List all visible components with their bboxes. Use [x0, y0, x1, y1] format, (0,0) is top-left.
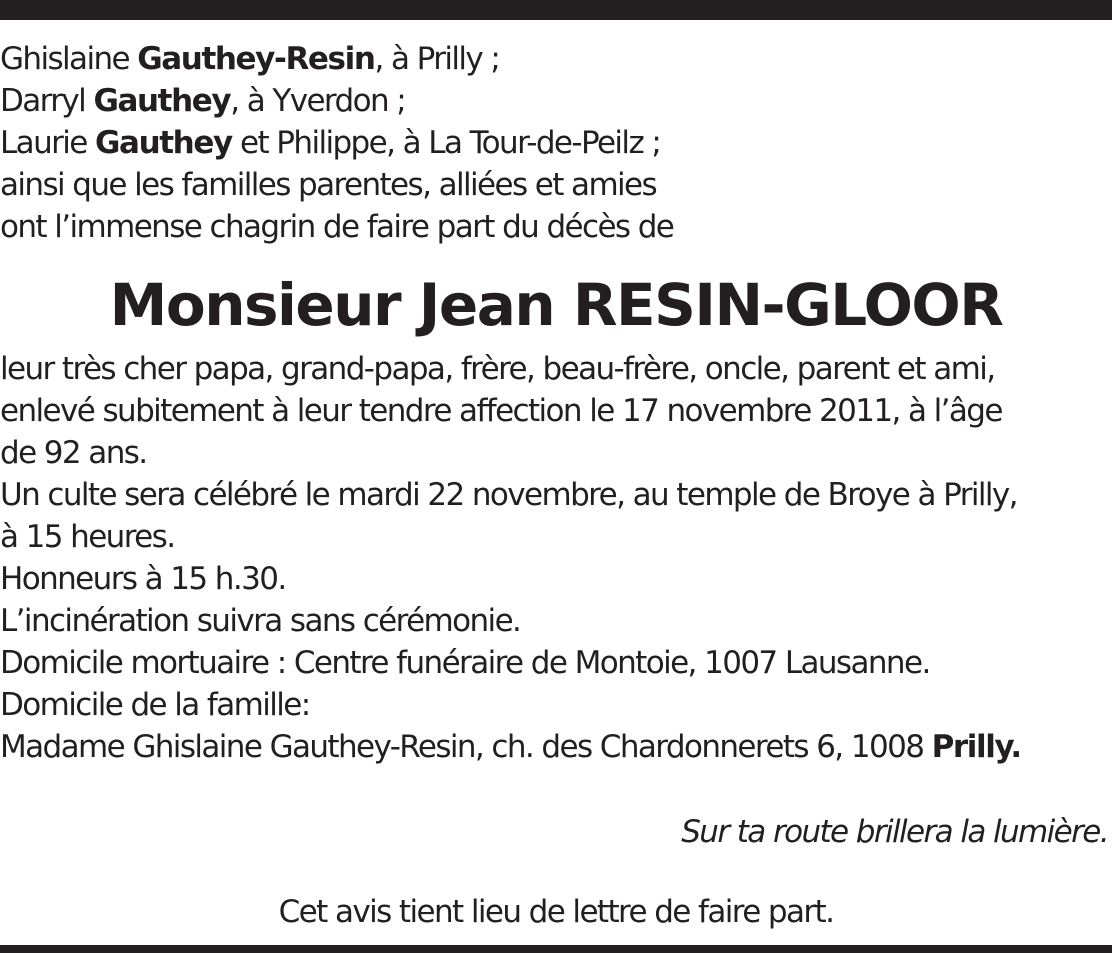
body-line: [0, 726, 1112, 768]
footer-note: Cet avis tient lieu de lettre de faire part.: [278, 894, 834, 930]
body-line: Un culte sera célébré le mardi 22 novembre, au temple de Broye à Prilly,: [0, 477, 1017, 513]
text-span: Ghislaine: [0, 41, 138, 77]
body-line: L’incinération suivra sans cérémonie.: [0, 603, 521, 639]
city: Prilly.: [931, 729, 1021, 765]
family-line: [0, 122, 1112, 164]
body-line: enlevé subitement à leur tendre affection le 17 novembre 2011, à l’âge: [0, 393, 1002, 429]
surname: Gauthey-Resin: [137, 41, 375, 77]
family-line: [0, 38, 1112, 80]
family-line: ainsi que les familles parentes, alliées et amies: [0, 167, 657, 203]
text-span: Laurie: [0, 125, 95, 161]
text-span: Madame Ghislaine Gauthey-Resin, ch. des Chardonnerets 6, 1008: [0, 729, 932, 765]
family-line: ont l’immense chagrin de faire part du décès de: [0, 209, 674, 245]
body-line: leur très cher papa, grand-papa, frère, beau-frère, oncle, parent et ami,: [0, 351, 995, 387]
body-line: Honneurs à 15 h.30.: [0, 561, 286, 597]
notice-body: [0, 38, 1112, 768]
family-line: [0, 80, 1112, 122]
bottom-rule: [0, 945, 1112, 953]
body-line: à 15 heures.: [0, 519, 175, 555]
text-span: et Philippe, à La Tour-de-Peilz ;: [231, 125, 661, 161]
top-rule: [0, 0, 1112, 20]
body-line: Domicile mortuaire : Centre funéraire de Montoie, 1007 Lausanne.: [0, 645, 930, 681]
body-line: de 92 ans.: [0, 435, 147, 471]
deceased-name: Monsieur Jean RESIN-GLOOR: [109, 271, 1003, 339]
text-span: Darryl: [0, 83, 94, 119]
motto: Sur ta route brillera la lumière.: [681, 814, 1108, 850]
text-span: , à Prilly ;: [374, 41, 500, 77]
surname: Gauthey: [93, 83, 231, 119]
text-span: , à Yverdon ;: [230, 83, 406, 119]
surname: Gauthey: [95, 125, 232, 161]
body-line: Domicile de la famille:: [0, 687, 310, 723]
